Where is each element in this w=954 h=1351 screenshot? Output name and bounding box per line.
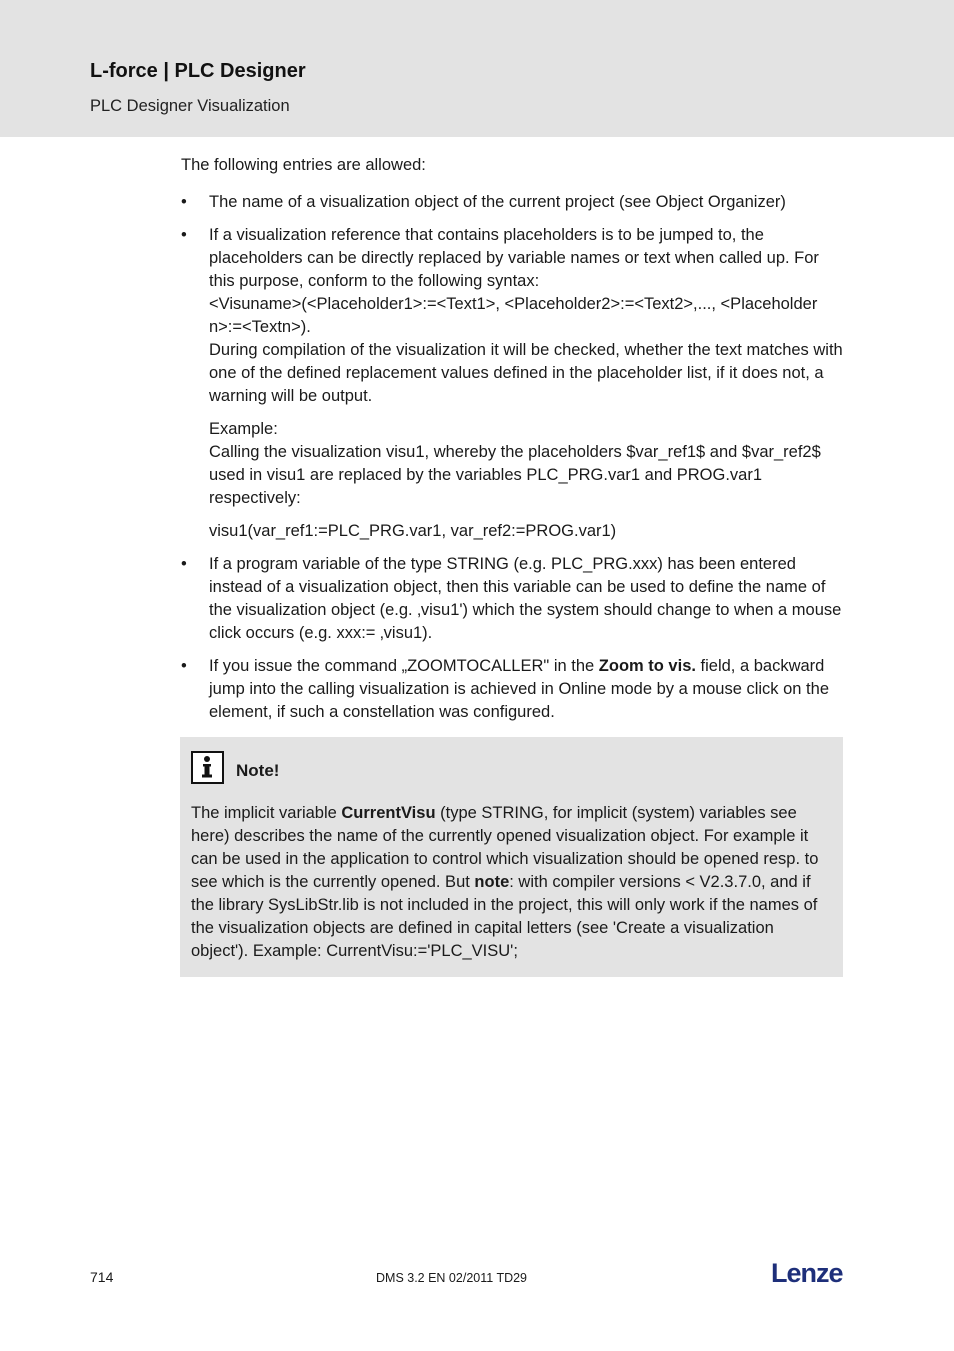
intro-text: The following entries are allowed:: [181, 156, 426, 174]
document-title: L-force | PLC Designer: [90, 60, 306, 82]
list-item: [181, 191, 843, 214]
note-title: Note!: [236, 761, 280, 780]
example-text: Calling the visualization visu1, whereby the placeholders $var_ref1$ and $var_ref2$ used in visu1 are replaced by the variables PLC_PRG.var1 and PROG.var1 respectively:: [209, 443, 821, 507]
list-item-text: If a program variable of the type STRING (e.g. PLC_PRG.xxx) has been entered instead of a visualization object, then this variable can be used to define the name of the visualization object (e.g. ‚visu1') which the system should change to when a mouse click occurs (e.g. xxx:= ‚visu1).: [209, 555, 842, 642]
bullet-icon: •: [181, 193, 187, 211]
page-number: 714: [90, 1269, 114, 1285]
zoom-to-vis-field-name: Zoom to vis.: [598, 657, 696, 675]
entries-list: [181, 191, 843, 724]
document-reference: DMS 3.2 EN 02/2011 TD29: [376, 1271, 528, 1285]
lenze-logo: Lenze: [771, 1258, 843, 1288]
note-text: [191, 802, 831, 963]
placeholder-syntax: <Visuname>(<Placeholder1>:=<Text1>, <Placeholder2>:=<Text2>,..., <Placeholder n>:=<Textn>).: [209, 295, 818, 336]
page-header: [0, 0, 954, 137]
bullet-icon: •: [181, 657, 187, 675]
current-visu-variable: CurrentVisu: [341, 804, 436, 822]
bullet-icon: •: [181, 555, 187, 573]
note-text-part: : with compiler versions < V2.3.7.0, and if the library SysLibStr.lib is not included in the project, this will only work if the names of the visualization objects are defined in capital letters (see 'Create a visualization object'). Example: CurrentVisu:='PLC_VISU';: [191, 873, 818, 960]
note-emphasis: note: [474, 873, 510, 891]
placeholder-description: [209, 224, 843, 408]
note-text-part: The implicit variable: [191, 804, 342, 822]
main-content: [181, 154, 843, 734]
section-subtitle: PLC Designer Visualization: [90, 97, 290, 115]
example-block: [209, 418, 843, 510]
list-item: [181, 655, 843, 724]
example-label: Example:: [209, 420, 278, 438]
list-item: [181, 553, 843, 645]
note-text-part: (type STRING, for implicit (system) variables see here) describes the name of the currently opened visualization object. For example it can be used in the application to control which visualization should be opened resp. to see which is the currently opened. But: [191, 804, 819, 891]
list-item-text: The name of a visualization object of the current project (see Object Organizer): [209, 193, 786, 211]
list-item-text-start: If you issue the command „ZOOMTOCALLER" in the: [209, 657, 599, 675]
list-item: [181, 224, 843, 543]
bullet-icon: •: [181, 226, 187, 244]
note-box: [180, 737, 843, 977]
list-item-text-end: field, a backward jump into the calling visualization is achieved in Online mode by a mouse click on the element, if such a constellation was configured.: [209, 657, 829, 721]
compilation-note: During compilation of the visualization it will be checked, whether the text matches with one of the defined replacement values defined in the placeholder list, if it does not, a warning will be output.: [209, 341, 843, 405]
placeholder-intro: If a visualization reference that contains placeholders is to be jumped to, the placeholders can be directly replaced by variable names or text when called up. For this purpose, conform to the following syntax:: [209, 226, 819, 290]
info-icon: [191, 751, 224, 784]
example-code: visu1(var_ref1:=PLC_PRG.var1, var_ref2:=PROG.var1): [209, 522, 617, 540]
